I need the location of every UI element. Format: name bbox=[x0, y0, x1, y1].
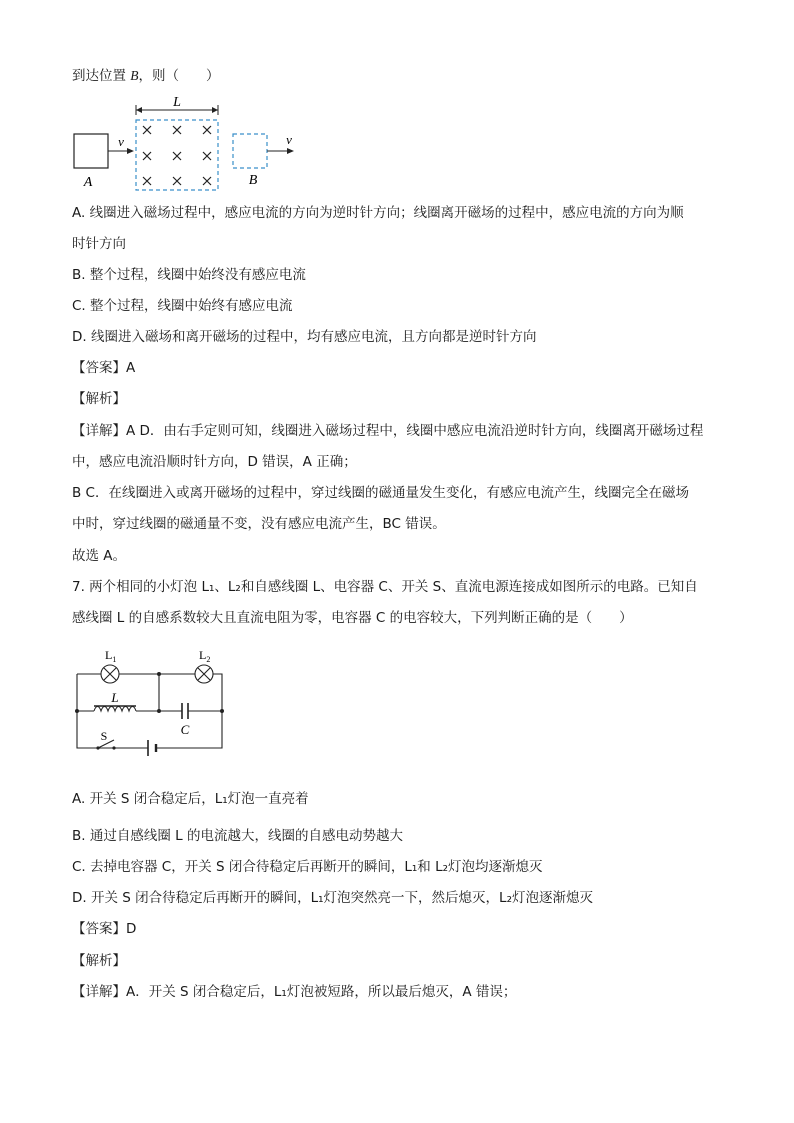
answer-value: D bbox=[126, 921, 137, 937]
q6-option-d: D. 线圈进入磁场和离开磁场的过程中，均有感应电流，且方向都是逆时针方向 bbox=[72, 329, 537, 345]
switch-label: S bbox=[100, 729, 108, 743]
q6-answer bbox=[72, 358, 135, 378]
q7-circuit bbox=[70, 644, 230, 754]
coil-B bbox=[233, 134, 267, 168]
q6-stem-B: B bbox=[130, 68, 139, 83]
answer-value: A bbox=[126, 360, 136, 376]
q7-option-c: C. 去掉电容器 C，开关 S 闭合待稳定后再断开的瞬间，L₁和 L₂灯泡均逐渐熄灭 bbox=[72, 859, 543, 875]
q7-option-d: D. 开关 S 闭合待稳定后再断开的瞬间，L₁灯泡突然亮一下，然后熄灭，L₂灯泡逐渐熄灭 bbox=[72, 890, 593, 906]
q7-analysis-label: 【解析】 bbox=[72, 953, 126, 969]
dim-L-label: L bbox=[173, 95, 181, 110]
q6-stem bbox=[72, 66, 220, 86]
q6-detail-3: B C．在线圈进入或离开磁场的过程中，穿过线圈的磁通量发生变化，有感应电流产生，线圈完全在磁场 bbox=[72, 485, 689, 501]
lamp-L2-label: $L_2$ bbox=[199, 648, 211, 664]
q7-detail-1 bbox=[72, 982, 516, 1002]
field-crosses bbox=[143, 126, 211, 185]
q6-option-a: A. 线圈进入磁场过程中，感应电流的方向为逆时针方向；线圈离开磁场的过程中，感应电流的方向为顺 bbox=[72, 205, 684, 221]
label-A: A bbox=[83, 175, 93, 190]
q6-option-c: C. 整个过程，线圈中始终有感应电流 bbox=[72, 298, 293, 314]
q7-option-b: B. 通过自感线圈 L 的电流越大，线圈的自感电动势越大 bbox=[72, 828, 403, 844]
q7-option-a: A. 开关 S 闭合稳定后，L₁灯泡一直亮着 bbox=[72, 791, 309, 807]
v-label-B: v bbox=[286, 132, 292, 147]
q6-detail-2: 中，感应电流沿顺时针方向，D 错误，A 正确； bbox=[72, 454, 357, 470]
q7-stem-1: 7. 两个相同的小灯泡 L₁、L₂和自感线圈 L、电容器 C、开关 S、直流电源连接成如图所示的电路。已知自 bbox=[72, 579, 698, 595]
lamp-L1-label: $L_1$ bbox=[105, 648, 117, 664]
q6-detail-1 bbox=[72, 421, 703, 441]
detail-text: A D．由右手定则可知，线圈进入磁场过程中，线圈中感应电流沿逆时针方向，线圈离开磁场过程 bbox=[126, 423, 704, 439]
coil-label: L bbox=[111, 690, 119, 705]
detail-label: 【详解】 bbox=[72, 423, 126, 439]
coil-A bbox=[74, 134, 108, 168]
q6-detail-5: 故选 A。 bbox=[72, 548, 127, 564]
q6-figure bbox=[70, 92, 310, 192]
q6-option-a-cont: 时针方向 bbox=[72, 236, 126, 252]
label-B: B bbox=[248, 173, 258, 188]
q7-stem-2: 感线圈 L 的自感系数较大且直流电阻为零，电容器 C 的电容较大，下列判断正确的是（ ） bbox=[72, 610, 633, 626]
detail-text: A．开关 S 闭合稳定后，L₁灯泡被短路，所以最后熄灭，A 错误； bbox=[126, 984, 517, 1000]
answer-label: 【答案】 bbox=[72, 921, 126, 937]
inductor-coil bbox=[94, 706, 136, 711]
q6-detail-4: 中时，穿过线圈的磁通量不变，没有感应电流产生，BC 错误。 bbox=[72, 516, 446, 532]
capacitor-label: C bbox=[180, 722, 190, 737]
q6-option-b: B. 整个过程，线圈中始终没有感应电流 bbox=[72, 267, 306, 283]
v-label-A: v bbox=[118, 134, 124, 149]
answer-label: 【答案】 bbox=[72, 360, 126, 376]
q7-answer bbox=[72, 919, 136, 939]
q6-stem-end: ，则（ ） bbox=[138, 68, 220, 84]
detail-label: 【详解】 bbox=[72, 984, 126, 1000]
q6-stem-text: 到达位置 bbox=[72, 68, 131, 84]
q6-analysis-label: 【解析】 bbox=[72, 391, 126, 407]
